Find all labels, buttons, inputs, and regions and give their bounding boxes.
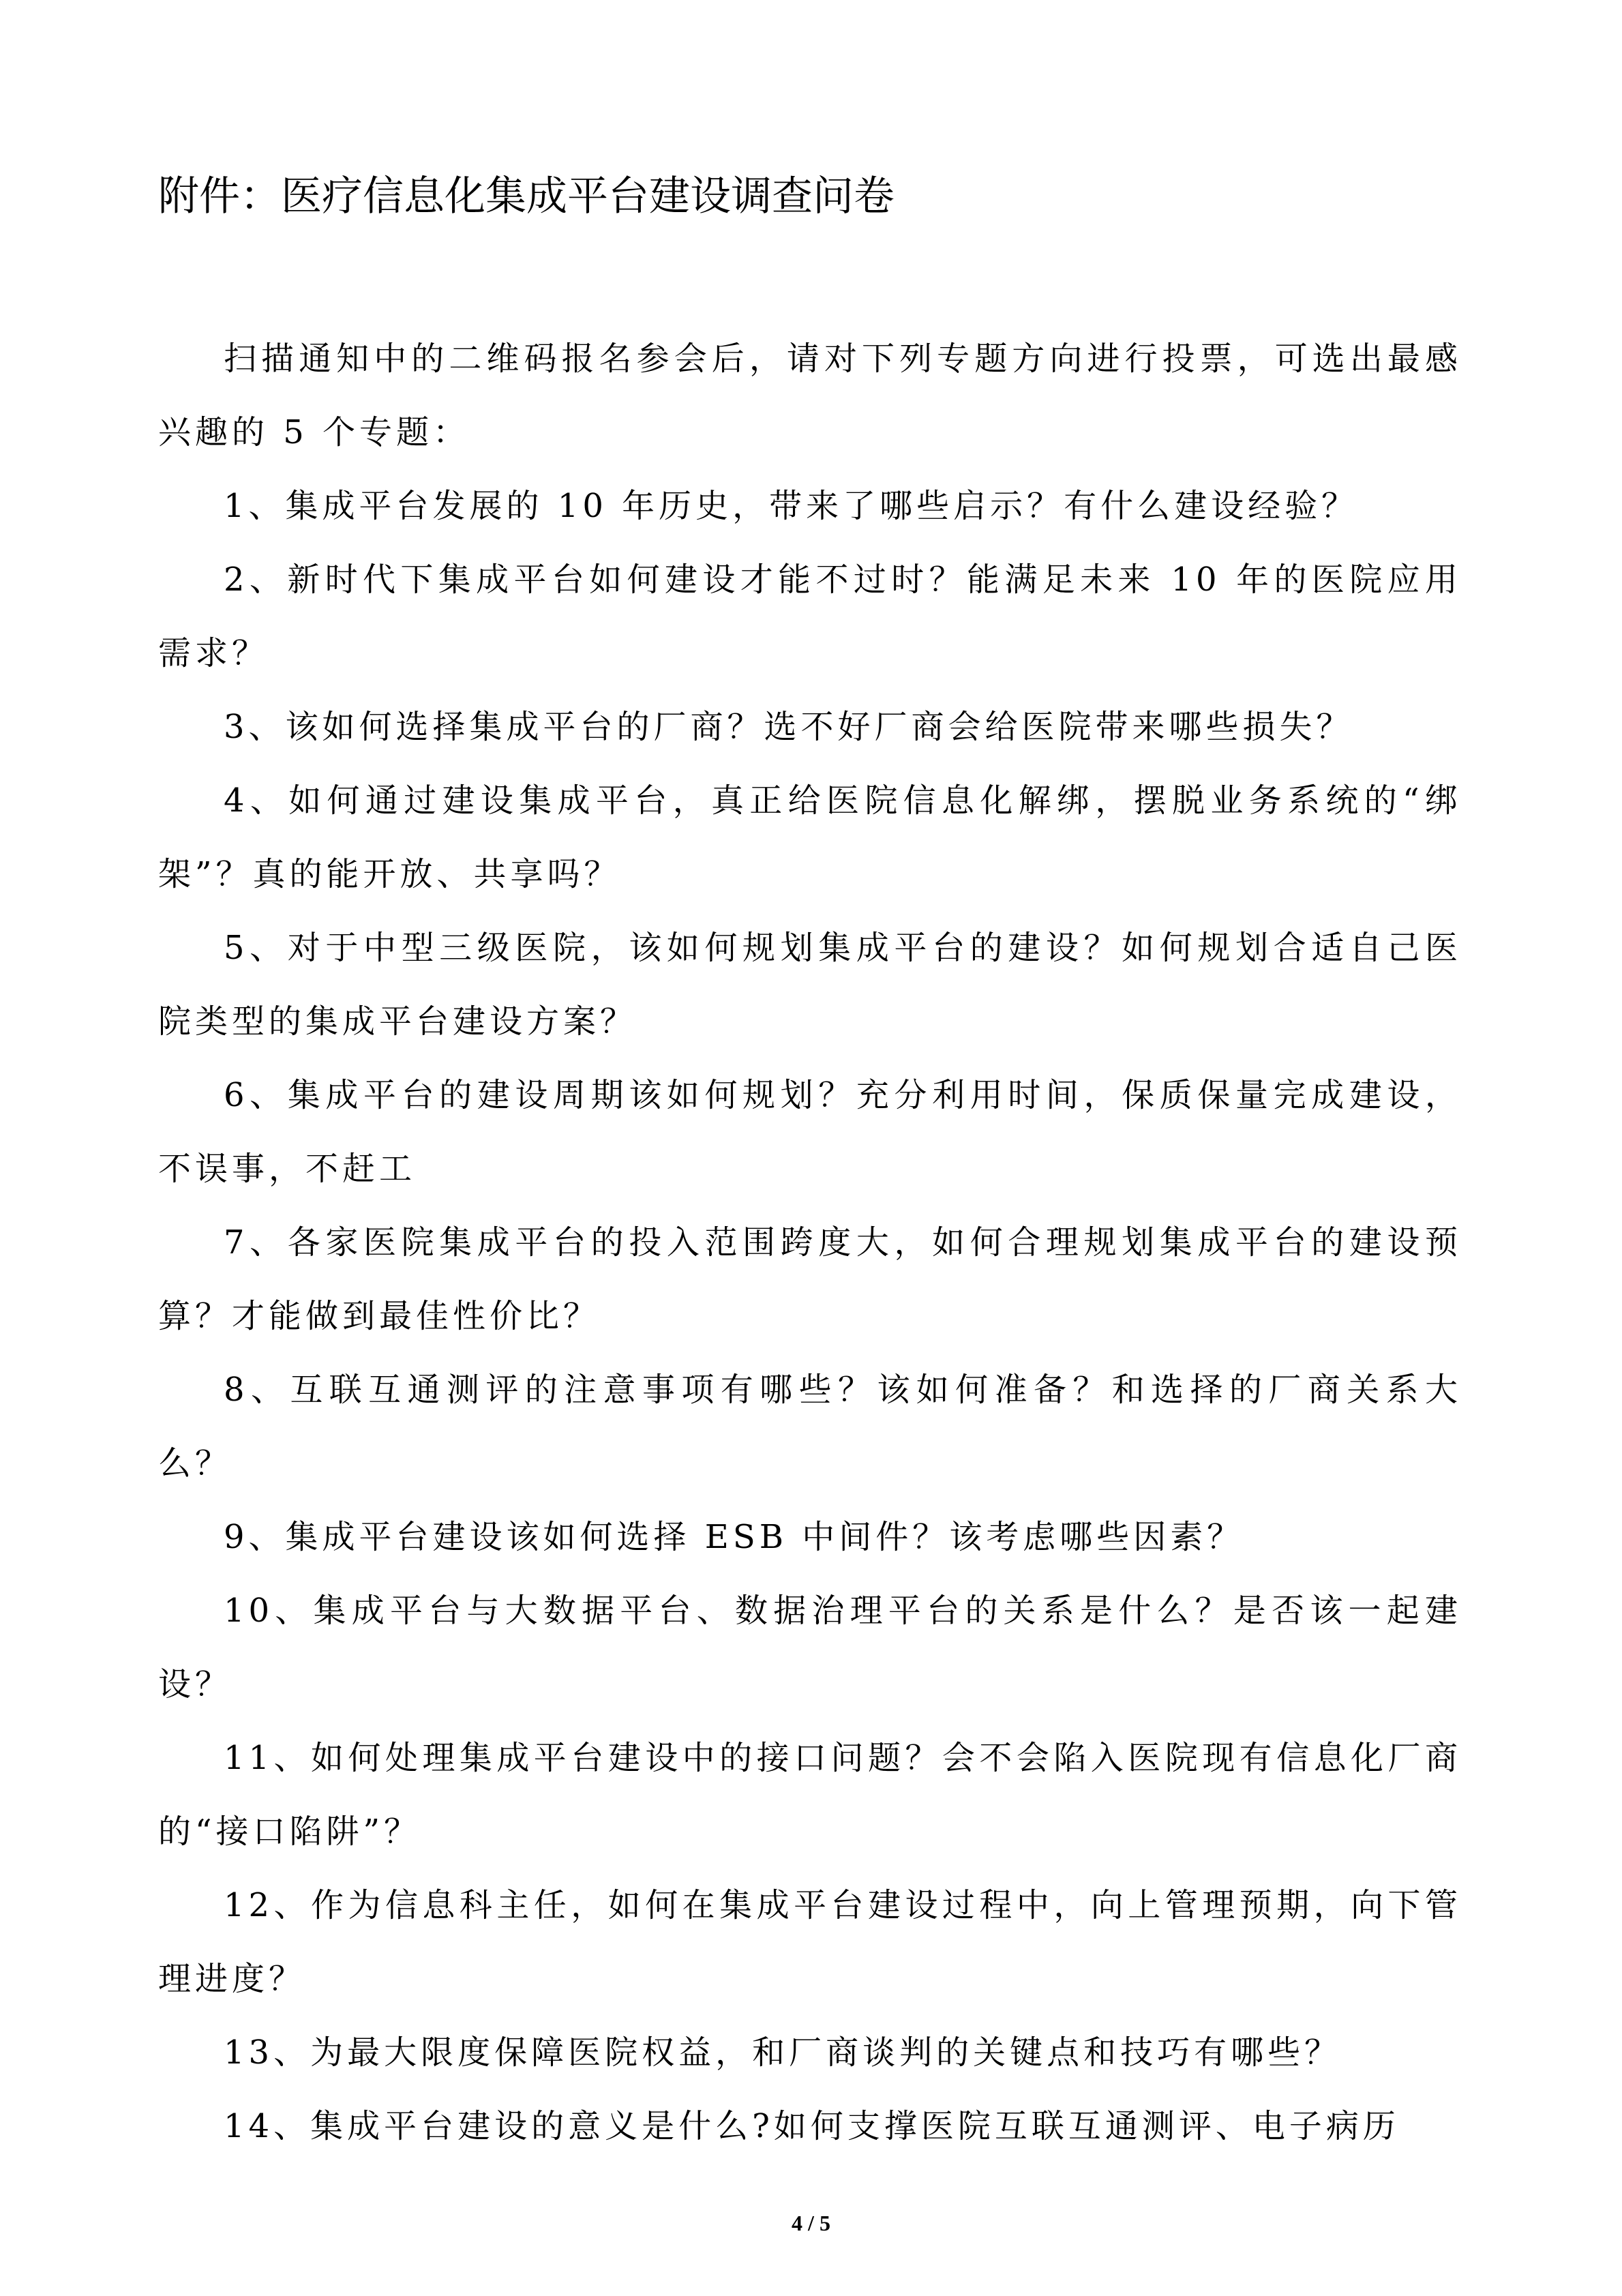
survey-item: 3、该如何选择集成平台的厂商？选不好厂商会给医院带来哪些损失？ bbox=[224, 708, 1353, 746]
page-number: 4 / 5 bbox=[792, 2211, 830, 2235]
survey-item: 14、集成平台建设的意义是什么?如何支撑医院互联互通测评、电子病历 bbox=[224, 2107, 1400, 2145]
document-body bbox=[158, 322, 1462, 2163]
survey-item: 13、为最大限度保障医院权益，和厂商谈判的关键点和技巧有哪些？ bbox=[224, 2033, 1342, 2072]
survey-item: 7、各家医院集成平台的投入范围跨度大，如何合理规划集成平台的建设预算？才能做到最佳性价比？ bbox=[158, 1223, 1462, 1335]
survey-item: 6、集成平台的建设周期该如何规划？充分利用时间，保质保量完成建设，不误事，不赶工 bbox=[158, 1076, 1462, 1188]
survey-item: 1、集成平台发展的 10 年历史，带来了哪些启示？有什么建设经验？ bbox=[224, 487, 1359, 525]
document-title: 附件：医疗信息化集成平台建设调查问卷 bbox=[158, 173, 895, 220]
survey-item: 2、新时代下集成平台如何建设才能不过时？能满足未来 10 年的医院应用需求？ bbox=[158, 561, 1462, 672]
survey-item: 12、作为信息科主任，如何在集成平台建设过程中，向上管理预期，向下管理进度？ bbox=[158, 1886, 1462, 1998]
survey-item: 4、如何通过建设集成平台，真正给医院信息化解绑，摆脱业务系统的“绑架”？真的能开放、共享吗？ bbox=[158, 781, 1462, 893]
survey-item: 9、集成平台建设该如何选择 ESB 中间件？该考虑哪些因素？ bbox=[224, 1518, 1244, 1556]
survey-item: 11、如何处理集成平台建设中的接口问题？会不会陷入医院现有信息化厂商的“接口陷阱”？ bbox=[158, 1739, 1462, 1851]
survey-item: 10、集成平台与大数据平台、数据治理平台的关系是什么？是否该一起建设？ bbox=[158, 1592, 1462, 1703]
intro-paragraph: 扫描通知中的二维码报名参会后，请对下列专题方向进行投票，可选出最感兴趣的 5 个专题： bbox=[158, 340, 1462, 451]
survey-item: 5、对于中型三级医院，该如何规划集成平台的建设？如何规划合适自己医院类型的集成平台建设方案？ bbox=[158, 929, 1462, 1041]
survey-item: 8、互联互通测评的注意事项有哪些？该如何准备？和选择的厂商关系大么？ bbox=[158, 1371, 1462, 1482]
